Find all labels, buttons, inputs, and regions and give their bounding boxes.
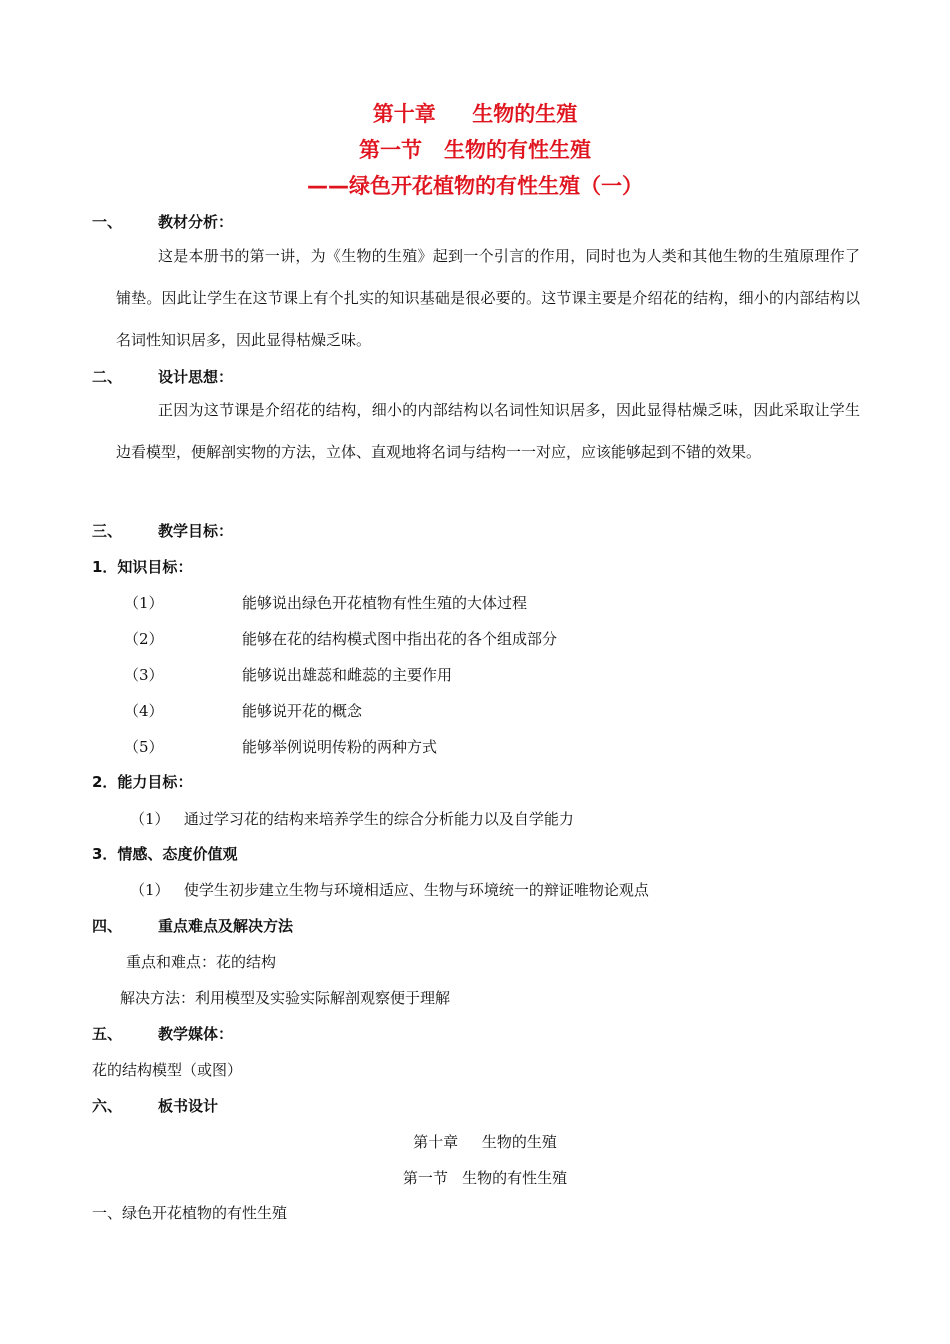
item-index: （1） (124, 594, 164, 612)
emotion-goal-title: 3．情感、态度价值观 (92, 845, 238, 863)
heading-1-number: 一、 (92, 213, 123, 231)
knowledge-item (124, 700, 362, 721)
emotion-item: （1） 使学生初步建立生物与环境相适应、生物与环境统一的辩证唯物论观点 (130, 881, 649, 899)
knowledge-item (124, 592, 527, 613)
board-section-line: 第一节 生物的有性生殖 (402, 1169, 568, 1187)
item-text: 能够举例说明传粉的两种方式 (242, 738, 438, 756)
heading-1-title: 教材分析： (158, 213, 234, 231)
item-index: （3） (124, 666, 164, 684)
heading-5-title: 教学媒体： (158, 1025, 234, 1043)
item-text: 能够说出雄蕊和雌蕊的主要作用 (242, 666, 453, 684)
heading-4-title: 重点难点及解决方法 (158, 917, 294, 935)
knowledge-goal-title: 1．知识目标： (92, 558, 193, 576)
heading-3-title: 教学目标： (158, 522, 234, 540)
heading-6 (92, 1095, 218, 1116)
item-text: 能够在花的结构模式图中指出花的各个组成部分 (242, 630, 558, 648)
heading-5-number: 五、 (92, 1025, 123, 1043)
heading-2 (92, 366, 233, 387)
key-points-line: 重点和难点：花的结构 (126, 953, 277, 971)
heading-5 (92, 1023, 233, 1044)
chapter-title: 第十章 生物的生殖 (372, 102, 578, 126)
heading-4 (92, 915, 293, 936)
paragraph-analysis: 这是本册书的第一讲，为《生物的生殖》起到一个引言的作用，同时也为人类和其他生物的生殖原理作了铺垫。因此让学生在这节课上有个扎实的知识基础是很必要的。这节课主要是介绍花的结构，细小的内部结构以名词性知识居多，因此显得枯燥乏味。 (116, 247, 860, 349)
knowledge-item (124, 736, 437, 757)
heading-1 (92, 211, 233, 232)
section-title: 第一节 生物的有性生殖 (359, 138, 591, 162)
item-index: （5） (124, 738, 164, 756)
ability-item: （1） 通过学习花的结构来培养学生的综合分析能力以及自学能力 (130, 810, 574, 828)
item-text: 能够说出绿色开花植物有性生殖的大体过程 (242, 594, 528, 612)
heading-2-title: 设计思想： (158, 368, 234, 386)
heading-3-number: 三、 (92, 522, 123, 540)
heading-3 (92, 520, 233, 541)
media-line: 花的结构模型（或图） (92, 1061, 243, 1079)
knowledge-item (124, 628, 557, 649)
solution-line: 解决方法：利用模型及实验实际解剖观察便于理解 (120, 989, 451, 1007)
heading-4-number: 四、 (92, 917, 123, 935)
item-index: （2） (124, 630, 164, 648)
heading-6-title: 板书设计 (158, 1097, 219, 1115)
subtitle: ——绿色开花植物的有性生殖（一） (307, 174, 643, 198)
board-chapter-line: 第十章 生物的生殖 (413, 1133, 557, 1151)
ability-goal-title: 2．能力目标： (92, 773, 193, 791)
item-index: （4） (124, 702, 164, 720)
heading-6-number: 六、 (92, 1097, 123, 1115)
heading-2-number: 二、 (92, 368, 123, 386)
knowledge-item (124, 664, 452, 685)
board-item-line: 一、绿色开花植物的有性生殖 (92, 1204, 288, 1222)
paragraph-design: 正因为这节课是介绍花的结构，细小的内部结构以名词性知识居多，因此显得枯燥乏味，因此采取让学生边看模型，便解剖实物的方法，立体、直观地将名词与结构一一对应，应该能够起到不错的效果。 (116, 401, 860, 461)
item-text: 能够说开花的概念 (242, 702, 363, 720)
